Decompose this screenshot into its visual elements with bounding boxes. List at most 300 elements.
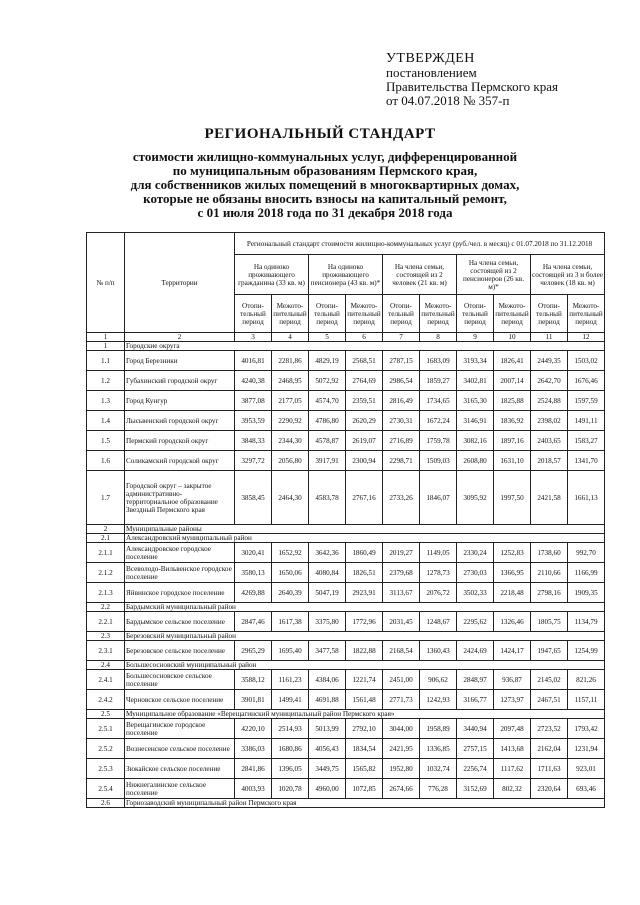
- nonheating-value: 1683,09: [420, 351, 457, 371]
- heating-value: 5072,92: [309, 371, 346, 391]
- heating-value: 2162,04: [531, 739, 568, 759]
- row-number: 1.2: [87, 371, 125, 391]
- nonheating-value: 936,87: [494, 670, 531, 690]
- heating-value: 2168,54: [383, 641, 420, 661]
- heating-value: 3146,91: [457, 411, 494, 431]
- section-name: Бардымский муниципальный район: [125, 603, 605, 612]
- row-number: 2.5.4: [87, 779, 125, 799]
- column-number: 5: [309, 333, 346, 342]
- header-group-3: На члена семьи, состоящей из 2 человек (21 кв. м): [383, 255, 457, 295]
- heating-value: 2451,00: [383, 670, 420, 690]
- nonheating-value: 2056,80: [272, 451, 309, 471]
- nonheating-value: 776,28: [420, 779, 457, 799]
- subtitle-line-4: которые не обязаны вносить взносы на капитальный ремонт,: [143, 191, 507, 206]
- heating-value: 2524,88: [531, 391, 568, 411]
- heating-value: 2403,65: [531, 431, 568, 451]
- heating-value: 1805,75: [531, 612, 568, 632]
- heating-value: 2771,73: [383, 690, 420, 710]
- table-row: [87, 563, 605, 583]
- territory-name: Пермский городской округ: [125, 431, 235, 451]
- nonheating-value: 1825,88: [494, 391, 531, 411]
- nonheating-value: 1661,13: [568, 471, 605, 525]
- nonheating-value: 2619,07: [346, 431, 383, 451]
- header-num: № п/п: [87, 233, 125, 333]
- heating-value: 4960,00: [309, 779, 346, 799]
- nonheating-value: 1221,74: [346, 670, 383, 690]
- heating-value: 3044,00: [383, 719, 420, 739]
- nonheating-value: 1695,40: [272, 641, 309, 661]
- header-heating: Отопи-тельный период: [235, 295, 272, 333]
- nonheating-value: 1032,74: [420, 759, 457, 779]
- territory-name: Зюкайское сельское поселение: [125, 759, 235, 779]
- table-row: [87, 451, 605, 471]
- heating-value: 2110,66: [531, 563, 568, 583]
- header-territory: Территории: [125, 233, 235, 333]
- table-row: [87, 391, 605, 411]
- row-number: 1.1: [87, 351, 125, 371]
- nonheating-value: 1834,54: [346, 739, 383, 759]
- heating-value: 2298,71: [383, 451, 420, 471]
- approval-stamp: [386, 52, 558, 108]
- nonheating-value: 1652,92: [272, 543, 309, 563]
- table-row: [87, 543, 605, 563]
- heating-value: 2965,29: [235, 641, 272, 661]
- nonheating-value: 2792,10: [346, 719, 383, 739]
- nonheating-value: 1273,97: [494, 690, 531, 710]
- column-number: 9: [457, 333, 494, 342]
- heating-value: 2421,58: [531, 471, 568, 525]
- nonheating-value: 2300,94: [346, 451, 383, 471]
- territory-name: Бардымское сельское поселение: [125, 612, 235, 632]
- heating-value: 3477,58: [309, 641, 346, 661]
- section-name: Березовский муниципальный район: [125, 632, 605, 641]
- heating-value: 2424,69: [457, 641, 494, 661]
- table-row: [87, 641, 605, 661]
- heating-value: 3113,67: [383, 583, 420, 603]
- nonheating-value: 1366,95: [494, 563, 531, 583]
- row-number: 1.6: [87, 451, 125, 471]
- table-row: [87, 690, 605, 710]
- heating-value: 4578,87: [309, 431, 346, 451]
- heating-value: 3166,77: [457, 690, 494, 710]
- approval-line-3: Правительства Пермского края: [386, 79, 558, 94]
- heating-value: 4056,43: [309, 739, 346, 759]
- section-name: Муниципальные районы: [125, 525, 605, 534]
- header-heating: Отопи-тельный период: [531, 295, 568, 333]
- heating-value: 2733,26: [383, 471, 420, 525]
- nonheating-value: 2568,51: [346, 351, 383, 371]
- territory-name: Березовское сельское поселение: [125, 641, 235, 661]
- table-row: [87, 583, 605, 603]
- nonheating-value: 1793,42: [568, 719, 605, 739]
- column-number-row: [87, 333, 605, 342]
- nonheating-value: 2514,93: [272, 719, 309, 739]
- nonheating-value: 1134,79: [568, 612, 605, 632]
- territory-name: Губахинский городской округ: [125, 371, 235, 391]
- nonheating-value: 1680,86: [272, 739, 309, 759]
- heating-value: 3848,33: [235, 431, 272, 451]
- row-number: 2.2: [87, 603, 125, 612]
- heating-value: 1711,63: [531, 759, 568, 779]
- table-row: [87, 670, 605, 690]
- heating-value: 2757,15: [457, 739, 494, 759]
- heating-value: 2379,68: [383, 563, 420, 583]
- table-row: [87, 612, 605, 632]
- nonheating-value: 1499,41: [272, 690, 309, 710]
- section-row: [87, 603, 605, 612]
- heating-value: 3193,34: [457, 351, 494, 371]
- nonheating-value: 1909,35: [568, 583, 605, 603]
- territory-name: Город Березники: [125, 351, 235, 371]
- heating-value: 3588,12: [235, 670, 272, 690]
- nonheating-value: 1360,43: [420, 641, 457, 661]
- nonheating-value: 1117,62: [494, 759, 531, 779]
- table-row: [87, 779, 605, 799]
- nonheating-value: 1846,07: [420, 471, 457, 525]
- section-name: Большесосновский муниципальный район: [125, 661, 605, 670]
- row-number: 2.5.2: [87, 739, 125, 759]
- nonheating-value: 2359,51: [346, 391, 383, 411]
- nonheating-value: 1248,67: [420, 612, 457, 632]
- heating-value: 4691,88: [309, 690, 346, 710]
- nonheating-value: 1617,38: [272, 612, 309, 632]
- section-name: Муниципальное образование «Верещагинский муниципальный район Пермского края»: [125, 710, 605, 719]
- approval-line-1: УТВЕРЖДЕН: [386, 51, 475, 66]
- nonheating-value: 2640,39: [272, 583, 309, 603]
- heating-value: 2019,27: [383, 543, 420, 563]
- column-number: 2: [125, 333, 235, 342]
- heating-value: 5013,99: [309, 719, 346, 739]
- header-nonheating: Межото-пительный период: [568, 295, 605, 333]
- heating-value: 2674,66: [383, 779, 420, 799]
- nonheating-value: 1161,23: [272, 670, 309, 690]
- nonheating-value: 2007,14: [494, 371, 531, 391]
- heating-value: 5047,19: [309, 583, 346, 603]
- table-row: [87, 371, 605, 391]
- nonheating-value: 906,62: [420, 670, 457, 690]
- heating-value: 4829,19: [309, 351, 346, 371]
- nonheating-value: 1503,02: [568, 351, 605, 371]
- nonheating-value: 2464,30: [272, 471, 309, 525]
- territory-name: Соликамский городской округ: [125, 451, 235, 471]
- nonheating-value: 1341,70: [568, 451, 605, 471]
- row-number: 2.5: [87, 710, 125, 719]
- table-row: [87, 431, 605, 451]
- heating-value: 2320,64: [531, 779, 568, 799]
- nonheating-value: 1149,05: [420, 543, 457, 563]
- heating-value: 2798,16: [531, 583, 568, 603]
- territory-name: Черновское сельское поселение: [125, 690, 235, 710]
- section-row: [87, 525, 605, 534]
- nonheating-value: 1822,88: [346, 641, 383, 661]
- section-row: [87, 534, 605, 543]
- row-number: 2.3.1: [87, 641, 125, 661]
- heating-value: 4269,88: [235, 583, 272, 603]
- heating-value: 4016,81: [235, 351, 272, 371]
- heating-value: 2256,74: [457, 759, 494, 779]
- row-number: 2.4: [87, 661, 125, 670]
- header-group-1: На одиноко проживающего гражданина (33 кв. м): [235, 255, 309, 295]
- header-standard: Региональный стандарт стоимости жилищно-коммунальных услуг (руб./чел. в месяц) с 01.07.2018 по 31.12.2018: [235, 233, 605, 255]
- row-number: 1.4: [87, 411, 125, 431]
- heating-value: 3297,72: [235, 451, 272, 471]
- heating-value: 4574,70: [309, 391, 346, 411]
- nonheating-value: 2767,16: [346, 471, 383, 525]
- row-number: 1.3: [87, 391, 125, 411]
- column-number: 6: [346, 333, 383, 342]
- nonheating-value: 1242,93: [420, 690, 457, 710]
- nonheating-value: 802,32: [494, 779, 531, 799]
- nonheating-value: 1252,83: [494, 543, 531, 563]
- nonheating-value: 1958,89: [420, 719, 457, 739]
- territory-name: Верещагинское городское поселение: [125, 719, 235, 739]
- header-group-2: На одиноко проживающего пенсионера (43 кв. м)*: [309, 255, 383, 295]
- heating-value: 4384,06: [309, 670, 346, 690]
- heating-value: 3440,94: [457, 719, 494, 739]
- heating-value: 4220,10: [235, 719, 272, 739]
- heating-value: 3901,81: [235, 690, 272, 710]
- heating-value: 3877,08: [235, 391, 272, 411]
- heating-value: 2449,35: [531, 351, 568, 371]
- subtitle-line-3: для собственников жилых помещений в многоквартирных домах,: [130, 177, 520, 192]
- row-number: 2.1.3: [87, 583, 125, 603]
- table-row: [87, 759, 605, 779]
- nonheating-value: 1166,99: [568, 563, 605, 583]
- heating-value: 1947,65: [531, 641, 568, 661]
- section-name: Александровский муниципальный район: [125, 534, 605, 543]
- section-row: [87, 661, 605, 670]
- section-name: Городские округа: [125, 342, 605, 351]
- heating-value: 2841,86: [235, 759, 272, 779]
- heating-value: 3386,03: [235, 739, 272, 759]
- nonheating-value: 1231,94: [568, 739, 605, 759]
- nonheating-value: 1759,78: [420, 431, 457, 451]
- row-number: 2.5.3: [87, 759, 125, 779]
- approval-line-4: от 04.07.2018 № 357-п: [386, 93, 510, 108]
- header-group-4: На члена семьи, состоящей из 2 пенсионеров (26 кв. м)*: [457, 255, 531, 295]
- column-number: 12: [568, 333, 605, 342]
- heating-value: 3402,81: [457, 371, 494, 391]
- territory-name: Городской округ – закрытое административно-территориальное образование Звездный Пермского края: [125, 471, 235, 525]
- document-title: РЕГИОНАЛЬНЫЙ СТАНДАРТ: [204, 126, 436, 142]
- header-nonheating: Межото-пительный период: [420, 295, 457, 333]
- header-group-5: На члена семьи, состоящей из 3 и более человек (18 кв. м): [531, 255, 605, 295]
- territory-name: Нижнегалинское сельское поселение: [125, 779, 235, 799]
- heating-value: 2723,52: [531, 719, 568, 739]
- nonheating-value: 1772,96: [346, 612, 383, 632]
- column-number: 1: [87, 333, 125, 342]
- table-row: [87, 351, 605, 371]
- nonheating-value: 1413,68: [494, 739, 531, 759]
- section-row: [87, 799, 605, 808]
- nonheating-value: 2764,69: [346, 371, 383, 391]
- row-number: 2.5.1: [87, 719, 125, 739]
- territory-name: Лысьвенский городской округ: [125, 411, 235, 431]
- nonheating-value: 1157,11: [568, 690, 605, 710]
- nonheating-value: 2097,48: [494, 719, 531, 739]
- column-number: 10: [494, 333, 531, 342]
- row-number: 2.1: [87, 534, 125, 543]
- heating-value: 2847,46: [235, 612, 272, 632]
- territory-name: Александровское городское поселение: [125, 543, 235, 563]
- nonheating-value: 2923,91: [346, 583, 383, 603]
- nonheating-value: 1561,48: [346, 690, 383, 710]
- nonheating-value: 923,01: [568, 759, 605, 779]
- row-number: 2.4.1: [87, 670, 125, 690]
- row-number: 1.7: [87, 471, 125, 525]
- heating-value: 3095,92: [457, 471, 494, 525]
- section-row: [87, 342, 605, 351]
- nonheating-value: 1254,99: [568, 641, 605, 661]
- nonheating-value: 1997,50: [494, 471, 531, 525]
- subtitle-line-2: по муниципальным образованиям Пермского края,: [172, 163, 478, 178]
- nonheating-value: 1072,85: [346, 779, 383, 799]
- row-number: 2.4.2: [87, 690, 125, 710]
- row-number: 2.1.2: [87, 563, 125, 583]
- column-number: 11: [531, 333, 568, 342]
- nonheating-value: 2468,95: [272, 371, 309, 391]
- header-heating: Отопи-тельный период: [383, 295, 420, 333]
- table-body: [87, 342, 605, 808]
- table-row: [87, 739, 605, 759]
- table-row: [87, 411, 605, 431]
- heating-value: 2031,45: [383, 612, 420, 632]
- heating-value: 2730,31: [383, 411, 420, 431]
- heating-value: 1738,60: [531, 543, 568, 563]
- standard-table: [86, 232, 605, 808]
- heating-value: 3020,41: [235, 543, 272, 563]
- heating-value: 2986,54: [383, 371, 420, 391]
- heating-value: 3580,13: [235, 563, 272, 583]
- nonheating-value: 1491,11: [568, 411, 605, 431]
- header-heating: Отопи-тельный период: [457, 295, 494, 333]
- heating-value: 2716,89: [383, 431, 420, 451]
- row-number: 2.2.1: [87, 612, 125, 632]
- section-row: [87, 632, 605, 641]
- heating-value: 2730,03: [457, 563, 494, 583]
- nonheating-value: 1336,85: [420, 739, 457, 759]
- heating-value: 4003,93: [235, 779, 272, 799]
- nonheating-value: 1631,10: [494, 451, 531, 471]
- nonheating-value: 992,70: [568, 543, 605, 563]
- nonheating-value: 1734,65: [420, 391, 457, 411]
- heating-value: 3449,75: [309, 759, 346, 779]
- heating-value: 2421,95: [383, 739, 420, 759]
- nonheating-value: 821,26: [568, 670, 605, 690]
- nonheating-value: 1650,06: [272, 563, 309, 583]
- header-nonheating: Межото-пительный период: [346, 295, 383, 333]
- nonheating-value: 1278,73: [420, 563, 457, 583]
- row-number: 2.1.1: [87, 543, 125, 563]
- nonheating-value: 2177,05: [272, 391, 309, 411]
- row-number: 2.6: [87, 799, 125, 808]
- column-number: 4: [272, 333, 309, 342]
- heating-value: 2330,24: [457, 543, 494, 563]
- nonheating-value: 1676,46: [568, 371, 605, 391]
- row-number: 2.3: [87, 632, 125, 641]
- nonheating-value: 693,46: [568, 779, 605, 799]
- subtitle-line-5: с 01 июля 2018 года по 31 декабря 2018 года: [197, 205, 453, 220]
- approval-line-2: постановлением: [386, 65, 477, 80]
- heating-value: 3642,36: [309, 543, 346, 563]
- heating-value: 4583,78: [309, 471, 346, 525]
- column-number: 7: [383, 333, 420, 342]
- header-nonheating: Межото-пительный период: [272, 295, 309, 333]
- row-number: 1.5: [87, 431, 125, 451]
- heating-value: 4240,38: [235, 371, 272, 391]
- heating-value: 2642,70: [531, 371, 568, 391]
- nonheating-value: 1326,46: [494, 612, 531, 632]
- heating-value: 4786,80: [309, 411, 346, 431]
- subtitle-line-1: стоимости жилищно-коммунальных услуг, дифференцированной: [132, 149, 518, 164]
- column-number: 3: [235, 333, 272, 342]
- header-nonheating: Межото-пительный период: [494, 295, 531, 333]
- row-number: 1: [87, 342, 125, 351]
- territory-name: Большесосновское сельское поселение: [125, 670, 235, 690]
- territory-name: Яйвинское городское поселение: [125, 583, 235, 603]
- heating-value: 3165,30: [457, 391, 494, 411]
- heating-value: 3917,91: [309, 451, 346, 471]
- nonheating-value: 2290,92: [272, 411, 309, 431]
- nonheating-value: 2344,30: [272, 431, 309, 451]
- nonheating-value: 1859,27: [420, 371, 457, 391]
- heating-value: 1952,80: [383, 759, 420, 779]
- heating-value: 2787,15: [383, 351, 420, 371]
- heating-value: 4080,84: [309, 563, 346, 583]
- heating-value: 3502,33: [457, 583, 494, 603]
- heating-value: 2608,80: [457, 451, 494, 471]
- heating-value: 3953,59: [235, 411, 272, 431]
- nonheating-value: 2281,86: [272, 351, 309, 371]
- header-heating: Отопи-тельный период: [309, 295, 346, 333]
- section-row: [87, 710, 605, 719]
- nonheating-value: 1860,49: [346, 543, 383, 563]
- territory-name: Город Кунгур: [125, 391, 235, 411]
- territory-name: Всеволодо-Вильвенское городское поселение: [125, 563, 235, 583]
- nonheating-value: 1565,82: [346, 759, 383, 779]
- heating-value: 2145,02: [531, 670, 568, 690]
- nonheating-value: 1672,24: [420, 411, 457, 431]
- table-row: [87, 471, 605, 525]
- heating-value: 2018,57: [531, 451, 568, 471]
- nonheating-value: 2620,29: [346, 411, 383, 431]
- document-subtitle: [90, 150, 560, 220]
- column-number: 8: [420, 333, 457, 342]
- row-number: 2: [87, 525, 125, 534]
- nonheating-value: 2076,72: [420, 583, 457, 603]
- section-name: Горнозаводский муниципальный район Пермского края: [125, 799, 605, 808]
- territory-name: Вознесенское сельское поселение: [125, 739, 235, 759]
- nonheating-value: 1583,27: [568, 431, 605, 451]
- heating-value: 2467,51: [531, 690, 568, 710]
- heating-value: 3375,80: [309, 612, 346, 632]
- nonheating-value: 1020,78: [272, 779, 309, 799]
- nonheating-value: 1597,59: [568, 391, 605, 411]
- heating-value: 2295,62: [457, 612, 494, 632]
- nonheating-value: 1424,17: [494, 641, 531, 661]
- heating-value: 3152,69: [457, 779, 494, 799]
- heating-value: 2398,02: [531, 411, 568, 431]
- heating-value: 3082,16: [457, 431, 494, 451]
- nonheating-value: 1836,92: [494, 411, 531, 431]
- nonheating-value: 2218,48: [494, 583, 531, 603]
- nonheating-value: 1826,41: [494, 351, 531, 371]
- heating-value: 2816,49: [383, 391, 420, 411]
- nonheating-value: 1396,05: [272, 759, 309, 779]
- heating-value: 2848,97: [457, 670, 494, 690]
- nonheating-value: 1509,03: [420, 451, 457, 471]
- nonheating-value: 1826,51: [346, 563, 383, 583]
